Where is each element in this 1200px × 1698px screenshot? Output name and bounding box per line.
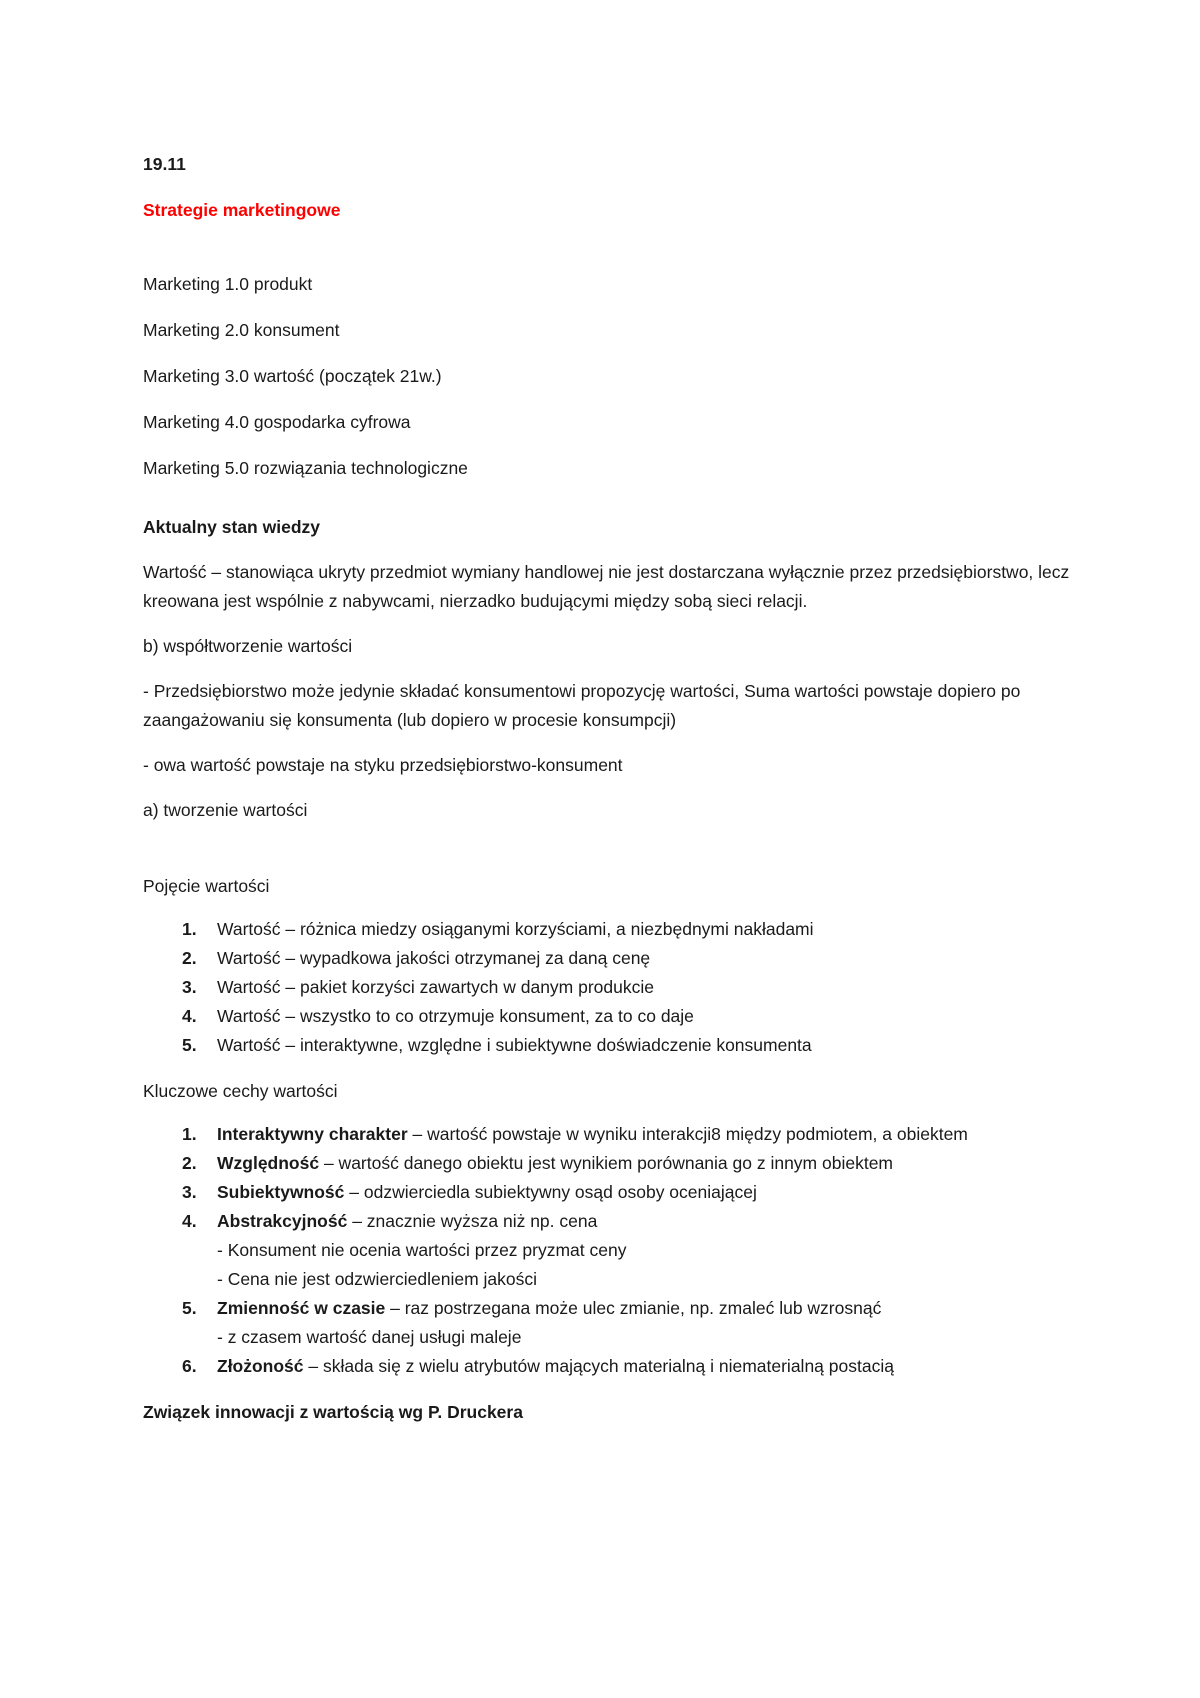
feature-text: – wartość danego obiektu jest wynikiem porównania go z innym obiektem <box>319 1153 894 1173</box>
paragraph: - owa wartość powstaje na styku przedsiębiorstwo-konsument <box>143 755 623 775</box>
list-text: Wartość – różnica miedzy osiąganymi korzyściami, a niezbędnymi nakładami <box>217 919 814 939</box>
feature-subpoint: - Cena nie jest odzwierciedleniem jakości <box>217 1269 538 1289</box>
list-item <box>143 1002 1073 1031</box>
marketing-generations-list <box>143 270 1073 483</box>
list-item <box>143 944 1073 973</box>
list-item <box>143 1178 1073 1207</box>
list-number: 5. <box>182 1035 197 1055</box>
feature-term: Złożoność <box>217 1356 304 1376</box>
feature-text: – znacznie wyższa niż np. cena <box>347 1211 598 1231</box>
list-item <box>143 1352 1073 1381</box>
section-heading-value-concept: Pojęcie wartości <box>143 876 270 896</box>
list-number: 3. <box>182 1182 197 1202</box>
list-text: Wartość – interaktywne, względne i subiektywne doświadczenie konsumenta <box>217 1035 812 1055</box>
document-date: 19.11 <box>143 154 186 174</box>
list-text: Wartość – wypadkowa jakości otrzymanej za daną cenę <box>217 948 651 968</box>
list-item <box>143 973 1073 1002</box>
generation-item: Marketing 3.0 wartość (początek 21w.) <box>143 366 442 386</box>
list-number: 4. <box>182 1006 197 1026</box>
generation-item: Marketing 5.0 rozwiązania technologiczne <box>143 458 468 478</box>
generation-item: Marketing 2.0 konsument <box>143 320 340 340</box>
list-number: 1. <box>182 919 197 939</box>
feature-subpoint: - Konsument nie ocenia wartości przez pryzmat ceny <box>217 1240 627 1260</box>
feature-text: – odzwierciedla subiektywny osąd osoby oceniającej <box>344 1182 757 1202</box>
list-item <box>143 1207 1073 1294</box>
list-item <box>143 1149 1073 1178</box>
generation-item: Marketing 4.0 gospodarka cyfrowa <box>143 412 411 432</box>
list-number: 5. <box>182 1298 197 1318</box>
list-number: 3. <box>182 977 197 997</box>
list-text: Wartość – pakiet korzyści zawartych w danym produkcie <box>217 977 655 997</box>
definitions-list <box>143 915 1073 1060</box>
generation-item: Marketing 1.0 produkt <box>143 274 313 294</box>
list-number: 6. <box>182 1356 197 1376</box>
feature-term: Interaktywny charakter <box>217 1124 408 1144</box>
feature-term: Abstrakcyjność <box>217 1211 348 1231</box>
feature-subpoint: - z czasem wartość danej usługi maleje <box>217 1327 522 1347</box>
feature-term: Subiektywność <box>217 1182 345 1202</box>
section-heading-innovation-value: Związek innowacji z wartością wg P. Druckera <box>143 1402 523 1422</box>
features-list <box>143 1120 1073 1381</box>
paragraph: a) tworzenie wartości <box>143 800 308 820</box>
feature-term: Zmienność w czasie <box>217 1298 386 1318</box>
paragraph: Wartość – stanowiąca ukryty przedmiot wymiany handlowej nie jest dostarczana wyłącznie przez przedsiębiorstwo, lecz kreowana jest wspólnie z nabywcami, nierzadko budującymi między sobą sieci relacji. <box>143 562 1070 611</box>
list-number: 2. <box>182 1153 197 1173</box>
feature-text: – składa się z wielu atrybutów mających materialną i niematerialną postacią <box>303 1356 894 1376</box>
paragraph: - Przedsiębiorstwo może jedynie składać konsumentowi propozycję wartości, Suma wartości powstaje dopiero po zaangażowaniu się konsumenta (lub dopiero w procesie konsumpcji) <box>143 681 1021 730</box>
list-item <box>143 1294 1073 1352</box>
document-title: Strategie marketingowe <box>143 200 341 220</box>
feature-text: – wartość powstaje w wyniku interakcji8 między podmiotem, a obiektem <box>407 1124 968 1144</box>
list-number: 1. <box>182 1124 197 1144</box>
list-item <box>143 1120 1073 1149</box>
feature-text: – raz postrzegana może ulec zmianie, np. zmaleć lub wzrosnąć <box>385 1298 882 1318</box>
section-heading-key-features: Kluczowe cechy wartości <box>143 1081 338 1101</box>
list-item <box>143 915 1073 944</box>
list-number: 4. <box>182 1211 197 1231</box>
section-heading-current-knowledge: Aktualny stan wiedzy <box>143 517 320 537</box>
feature-term: Względność <box>217 1153 320 1173</box>
list-text: Wartość – wszystko to co otrzymuje konsument, za to co daje <box>217 1006 694 1026</box>
list-item <box>143 1031 1073 1060</box>
list-number: 2. <box>182 948 197 968</box>
paragraph: b) współtworzenie wartości <box>143 636 353 656</box>
document-content <box>143 150 1073 1427</box>
